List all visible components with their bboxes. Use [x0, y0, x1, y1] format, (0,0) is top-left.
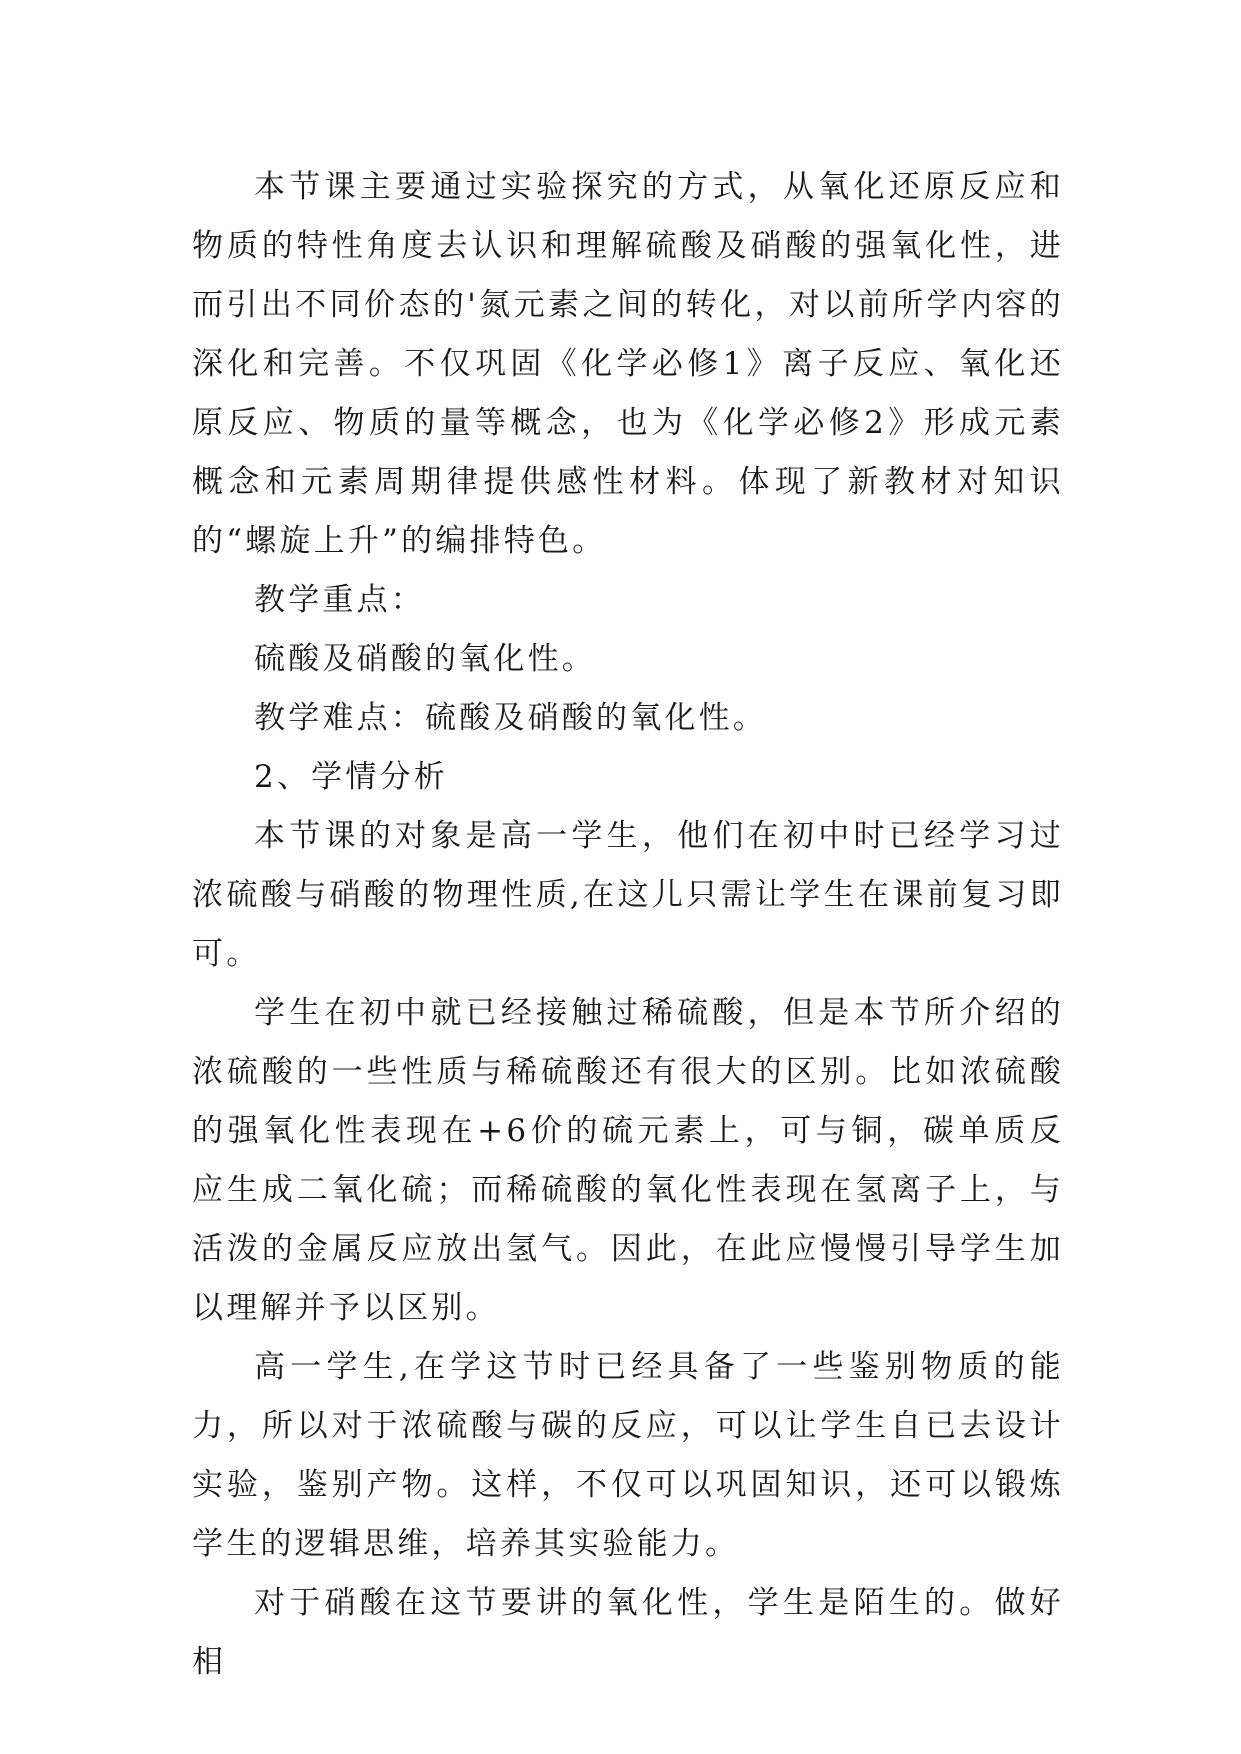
paragraph-student-audience: 本节课的对象是高一学生，他们在初中时已经学习过浓硫酸与硝酸的物理性质,在这儿只需让学生在课前复习即可。	[192, 818, 1064, 972]
paragraph-nitric-acid: 对于硝酸在这节要讲的氧化性，学生是陌生的。做好相	[192, 1585, 1064, 1680]
paragraph-difficult-point: 教学难点：硫酸及硝酸的氧化性。	[254, 700, 767, 736]
paragraph-intro: 本节课主要通过实验探究的方式，从氧化还原反应和物质的特性角度去认识和理解硫酸及硝酸的强氧化性，进而引出不同价态的'氮元素之间的转化，对以前所学内容的深化和完善。不仅巩固《化学必修1》离子反应、氧化还原反应、物质的量等概念，也为《化学必修2》形成元素概念和元素周期律提供感性材料。体现了新教材对知识的“螺旋上升”的编排特色。	[192, 169, 1064, 559]
paragraph-student-ability: 高一学生,在学这节时已经具备了一些鉴别物质的能力，所以对于浓硫酸与碳的反应，可以让学生自已去设计实验，鉴别产物。这样，不仅可以巩固知识，还可以锻炼学生的逻辑思维，培养其实验能力。	[192, 1349, 1064, 1562]
document-page	[192, 158, 1064, 1692]
paragraph-sulfuric-acid: 学生在初中就已经接触过稀硫酸，但是本节所介绍的浓硫酸的一些性质与稀硫酸还有很大的区别。比如浓硫酸的强氧化性表现在+6价的硫元素上，可与铜，碳单质反应生成二氧化硫；而稀硫酸的氧化性表现在氢离子上，与活泼的金属反应放出氢气。因此，在此应慢慢引导学生加以理解并予以区别。	[192, 995, 1064, 1326]
paragraph-key-point: 硫酸及硝酸的氧化性。	[254, 641, 596, 677]
paragraph-key-point-heading: 教学重点：	[254, 582, 425, 618]
section-heading-student-analysis: 2、学情分析	[254, 759, 448, 795]
